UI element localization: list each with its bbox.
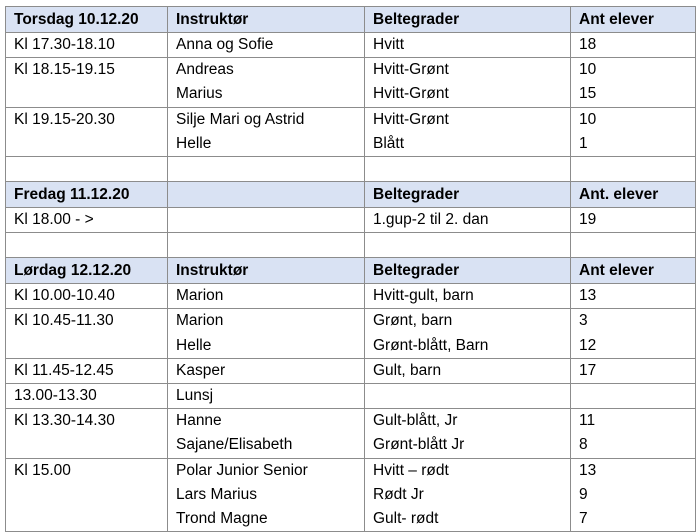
count-line: 7 — [579, 510, 588, 528]
instructor-line: Lunsj — [176, 387, 214, 405]
instructor-line: Lars Marius — [176, 485, 257, 503]
belt-heading: Beltegrader — [365, 182, 571, 208]
count-cell — [571, 358, 696, 383]
instructor-line: Trond Magne — [176, 510, 268, 528]
belt-line: Hvitt-Grønt — [373, 110, 449, 128]
instructor-line: Andreas — [176, 61, 234, 79]
belt-line: Blått — [373, 134, 405, 152]
time-cell: 13.00-13.30 — [6, 384, 168, 409]
count-heading: Ant elever — [571, 258, 696, 284]
count-line: 11 — [579, 412, 596, 430]
belt-cell — [365, 409, 571, 458]
empty-cell — [6, 233, 168, 258]
belt-cell — [365, 107, 571, 156]
belt-line: Hvitt-Grønt — [373, 61, 449, 79]
instructor-line: Polar Junior Senior — [176, 461, 308, 479]
count-cell — [571, 208, 696, 233]
instructor-cell — [168, 33, 365, 58]
count-line: 12 — [579, 336, 597, 354]
time-cell: Kl 13.30-14.30 — [6, 409, 168, 458]
time-cell: Kl 10.00-10.40 — [6, 284, 168, 309]
count-line: 19 — [579, 211, 597, 229]
empty-cell — [168, 233, 365, 258]
belt-heading: Beltegrader — [365, 7, 571, 33]
instructor-line: Hanne — [176, 412, 222, 430]
count-cell — [571, 409, 696, 458]
belt-cell — [365, 358, 571, 383]
count-line: 8 — [579, 436, 588, 454]
instructor-line: Helle — [176, 336, 212, 354]
instructor-cell — [168, 208, 365, 233]
schedule-table — [5, 6, 696, 532]
empty-cell — [571, 233, 696, 258]
instructor-line: Marion — [176, 287, 224, 305]
instructor-cell — [168, 284, 365, 309]
count-cell — [571, 33, 696, 58]
belt-line: Hvitt-gult, barn — [373, 287, 474, 305]
belt-line: Hvitt — [373, 36, 404, 53]
section-header-row — [6, 258, 696, 284]
instructor-line: Marion — [176, 312, 224, 330]
count-line: 9 — [579, 485, 588, 503]
belt-line: Grønt, barn — [373, 312, 453, 330]
belt-cell — [365, 58, 571, 107]
count-line: 10 — [579, 110, 597, 128]
instructor-cell — [168, 458, 365, 532]
day-heading: Torsdag 10.12.20 — [6, 7, 168, 33]
empty-cell — [168, 157, 365, 182]
instructor-line: Kasper — [176, 361, 226, 379]
instructor-line: Sajane/Elisabeth — [176, 436, 293, 454]
empty-cell — [365, 233, 571, 258]
instructor-line: Anna og Sofie — [176, 36, 274, 53]
count-line: 3 — [579, 312, 588, 330]
count-cell — [571, 384, 696, 409]
time-cell: Kl 18.15-19.15 — [6, 58, 168, 107]
instructor-heading: Instruktør — [168, 7, 365, 33]
belt-cell — [365, 458, 571, 532]
time-cell: Kl 17.30-18.10 — [6, 33, 168, 58]
count-line: 1 — [579, 134, 588, 152]
instructor-line: Helle — [176, 134, 212, 152]
count-heading: Ant elever — [571, 7, 696, 33]
schedule-row — [6, 384, 696, 409]
belt-line: Grønt-blått, Barn — [373, 336, 489, 354]
schedule-row — [6, 284, 696, 309]
count-line: 18 — [579, 36, 597, 53]
belt-cell — [365, 33, 571, 58]
belt-line: Hvitt – rødt — [373, 461, 449, 479]
time-cell: Kl 11.45-12.45 — [6, 358, 168, 383]
schedule-body — [6, 7, 696, 532]
empty-cell — [571, 157, 696, 182]
section-header-row — [6, 182, 696, 208]
count-cell — [571, 458, 696, 532]
time-cell: Kl 15.00 — [6, 458, 168, 532]
schedule-row — [6, 458, 696, 532]
instructor-line: Silje Mari og Astrid — [176, 110, 305, 128]
time-cell: Kl 18.00 - > — [6, 208, 168, 233]
instructor-line: Marius — [176, 85, 223, 103]
schedule-row — [6, 33, 696, 58]
schedule-row — [6, 208, 696, 233]
spacer-row — [6, 233, 696, 258]
belt-line: Gult, barn — [373, 361, 442, 379]
empty-cell — [6, 157, 168, 182]
empty-cell — [365, 157, 571, 182]
count-cell — [571, 107, 696, 156]
schedule-row — [6, 58, 696, 107]
time-cell: Kl 10.45-11.30 — [6, 309, 168, 358]
count-cell — [571, 309, 696, 358]
count-cell — [571, 284, 696, 309]
section-header-row — [6, 7, 696, 33]
instructor-cell — [168, 409, 365, 458]
count-line — [579, 384, 695, 408]
belt-line: Hvitt-Grønt — [373, 85, 449, 103]
instructor-line — [176, 208, 364, 232]
belt-cell — [365, 309, 571, 358]
instructor-heading — [168, 182, 365, 208]
count-line: 17 — [579, 361, 597, 379]
belt-heading: Beltegrader — [365, 258, 571, 284]
count-heading: Ant. elever — [571, 182, 696, 208]
belt-cell — [365, 208, 571, 233]
day-heading: Lørdag 12.12.20 — [6, 258, 168, 284]
instructor-cell — [168, 358, 365, 383]
belt-line: Grønt-blått Jr — [373, 436, 465, 454]
belt-cell — [365, 284, 571, 309]
belt-cell — [365, 384, 571, 409]
belt-line: Rødt Jr — [373, 485, 424, 503]
instructor-cell — [168, 384, 365, 409]
count-line: 13 — [579, 461, 597, 479]
belt-line: Gult-blått, Jr — [373, 412, 458, 430]
count-line: 13 — [579, 287, 597, 305]
instructor-cell — [168, 309, 365, 358]
count-line: 15 — [579, 85, 597, 103]
belt-line — [373, 384, 570, 408]
schedule-row — [6, 409, 696, 458]
schedule-row — [6, 107, 696, 156]
time-cell: Kl 19.15-20.30 — [6, 107, 168, 156]
count-cell — [571, 58, 696, 107]
instructor-cell — [168, 58, 365, 107]
belt-line: 1.gup-2 til 2. dan — [373, 211, 489, 229]
count-line: 10 — [579, 61, 597, 79]
belt-line: Gult- rødt — [373, 510, 439, 528]
instructor-heading: Instruktør — [168, 258, 365, 284]
day-heading: Fredag 11.12.20 — [6, 182, 168, 208]
spacer-row — [6, 157, 696, 182]
schedule-row — [6, 358, 696, 383]
instructor-cell — [168, 107, 365, 156]
schedule-row — [6, 309, 696, 358]
